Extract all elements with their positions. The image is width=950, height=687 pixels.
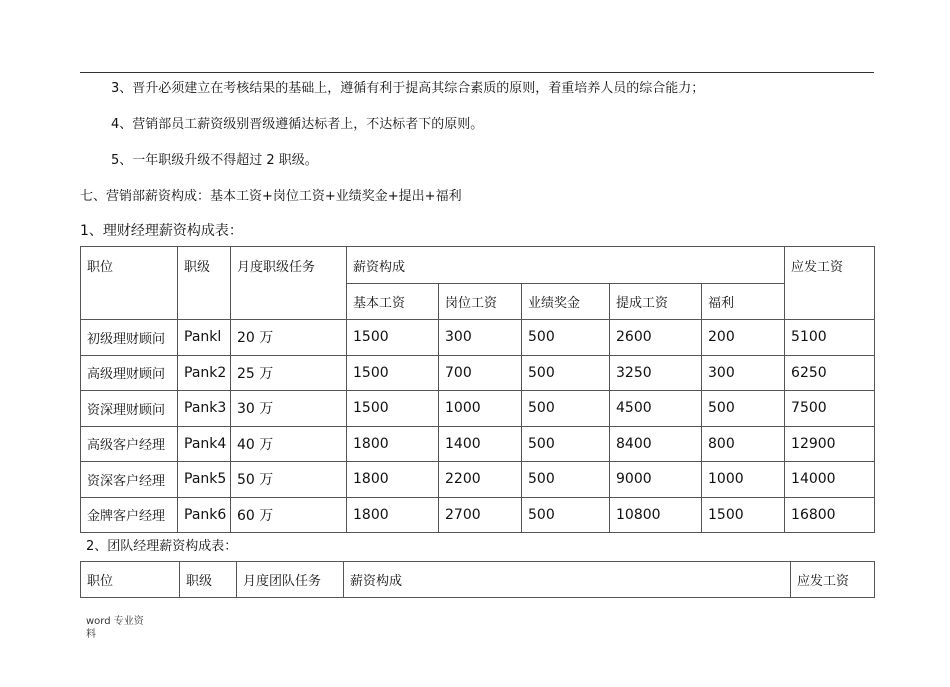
table-cell: 金牌客户经理: [81, 497, 178, 533]
table-cell: 300: [439, 320, 522, 356]
table-cell: 4500: [610, 391, 702, 427]
table-row: [81, 426, 875, 462]
table-cell: 1500: [347, 355, 439, 391]
header-post: 岗位工资: [439, 284, 522, 320]
table-cell: 50 万: [231, 462, 347, 498]
table-cell: 200: [702, 320, 785, 356]
t2-header-position: 职位: [81, 562, 180, 598]
header-commission: 提成工资: [610, 284, 702, 320]
table-cell: 5100: [785, 320, 875, 356]
table-row: [81, 320, 875, 356]
header-base: 基本工资: [347, 284, 439, 320]
rule-3: 3、晋升必须建立在考核结果的基础上，遵循有利于提高其综合素质的原则，着重培养人员的综合能力；: [111, 81, 705, 96]
header-rule: [80, 72, 874, 73]
table-cell: 8400: [610, 426, 702, 462]
header-bonus: 业绩奖金: [522, 284, 610, 320]
table-cell: 1500: [347, 391, 439, 427]
table-cell: 10800: [610, 497, 702, 533]
table-cell: 12900: [785, 426, 875, 462]
header-total: 应发工资: [785, 247, 875, 320]
header-rank: 职级: [178, 247, 231, 320]
table-cell: 1000: [439, 391, 522, 427]
header-task: 月度职级任务: [231, 247, 347, 320]
table-cell: 9000: [610, 462, 702, 498]
t2-header-task: 月度团队任务: [237, 562, 344, 598]
table-cell: 16800: [785, 497, 875, 533]
table-cell: 25 万: [231, 355, 347, 391]
table-cell: 1400: [439, 426, 522, 462]
table-cell: 1500: [702, 497, 785, 533]
table-cell: 1800: [347, 462, 439, 498]
table-cell: 500: [522, 462, 610, 498]
table-cell: Pank2: [178, 355, 231, 391]
team-manager-salary-table: [80, 561, 875, 598]
table-cell: 高级客户经理: [81, 426, 178, 462]
table-cell: 30 万: [231, 391, 347, 427]
table-cell: 资深理财顾问: [81, 391, 178, 427]
table-cell: 1800: [347, 426, 439, 462]
footer-note: word 专业资料: [86, 616, 144, 640]
table-cell: 2200: [439, 462, 522, 498]
table-cell: 500: [522, 355, 610, 391]
table-cell: 2700: [439, 497, 522, 533]
table-cell: 初级理财顾问: [81, 320, 178, 356]
table-cell: Pank5: [178, 462, 231, 498]
table-cell: 300: [702, 355, 785, 391]
table-row: [81, 355, 875, 391]
t2-header-composition: 薪资构成: [344, 562, 791, 598]
header-welfare: 福利: [702, 284, 785, 320]
table-cell: 60 万: [231, 497, 347, 533]
table-cell: 1500: [347, 320, 439, 356]
table-cell: 800: [702, 426, 785, 462]
table-cell: 500: [522, 391, 610, 427]
table-cell: 500: [522, 497, 610, 533]
t2-header-rank: 职级: [180, 562, 237, 598]
table-cell: 1000: [702, 462, 785, 498]
table-cell: 500: [522, 426, 610, 462]
table-cell: 20 万: [231, 320, 347, 356]
table-cell: Pank4: [178, 426, 231, 462]
table-row: [81, 462, 875, 498]
table-row: [81, 497, 875, 533]
table-cell: 6250: [785, 355, 875, 391]
table-row: [81, 391, 875, 427]
table1-caption: 1、理财经理薪资构成表：: [80, 223, 243, 239]
table-cell: 700: [439, 355, 522, 391]
table-cell: Pank6: [178, 497, 231, 533]
table-cell: 资深客户经理: [81, 462, 178, 498]
rule-5: 5、一年职级升级不得超过 2 职级。: [111, 153, 318, 168]
table-cell: 14000: [785, 462, 875, 498]
table-cell: 40 万: [231, 426, 347, 462]
table2-caption: 2、团队经理薪资构成表：: [86, 539, 238, 554]
table-cell: 500: [702, 391, 785, 427]
t2-header-total: 应发工资: [791, 562, 875, 598]
header-position: 职位: [81, 247, 178, 320]
table-cell: Pank3: [178, 391, 231, 427]
financial-manager-salary-table: [80, 246, 875, 533]
header-composition: 薪资构成: [347, 247, 785, 284]
table-cell: 3250: [610, 355, 702, 391]
table-cell: Pankl: [178, 320, 231, 356]
table-cell: 2600: [610, 320, 702, 356]
table-cell: 500: [522, 320, 610, 356]
table-cell: 7500: [785, 391, 875, 427]
rule-4: 4、营销部员工薪资级别晋级遵循达标者上，不达标者下的原则。: [111, 117, 484, 132]
table-cell: 1800: [347, 497, 439, 533]
table-cell: 高级理财顾问: [81, 355, 178, 391]
section-heading: 七、营销部薪资构成：基本工资+岗位工资+业绩奖金+提出+福利: [80, 189, 462, 204]
